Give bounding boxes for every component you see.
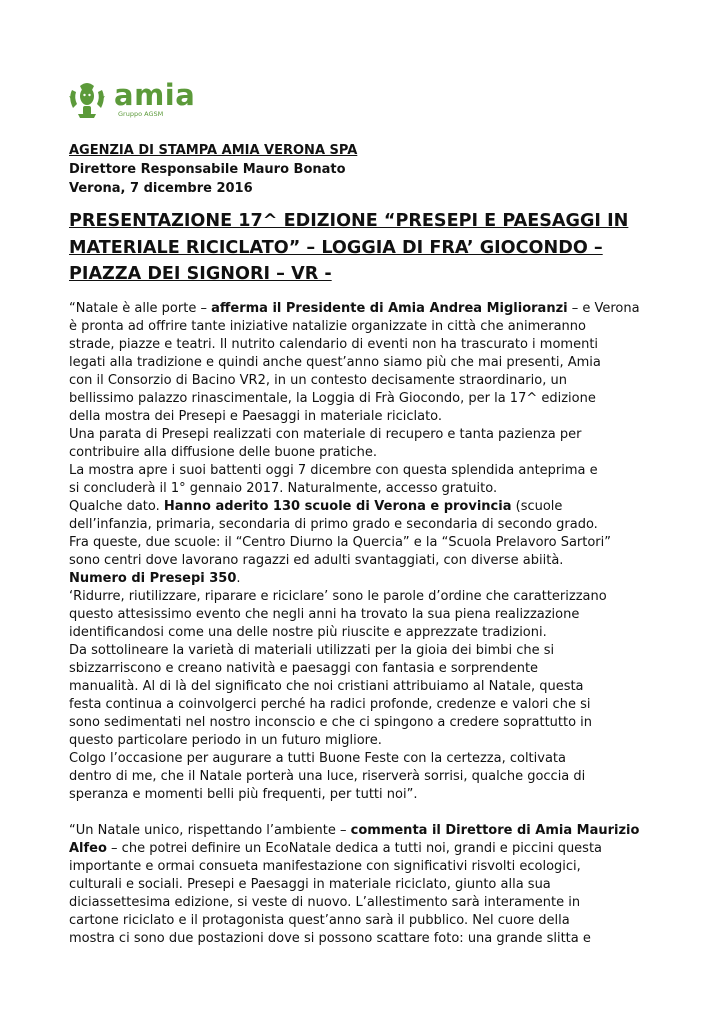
text-line: è pronta ad offrire tante iniziative natalizie organizzate in città che animeranno (69, 319, 586, 334)
brand-subtitle: Gruppo AGSM (118, 110, 164, 118)
text-line: dell’infanzia, primaria, secondaria di primo grado e secondaria di secondo grado. (69, 517, 598, 532)
text-line: questo attesissimo evento che negli anni ha trovato la sua piena realizzazione (69, 607, 580, 622)
text-line: con il Consorzio di Bacino VR2, in un contesto decisamente straordinario, un (69, 373, 567, 388)
bold-attribution: Alfeo (69, 841, 107, 856)
text-line: bellissimo palazzo rinascimentale, la Loggia di Frà Giocondo, per la 17^ edizione (69, 391, 596, 406)
text-line: Da sottolineare la varietà di materiali utilizzati per la gioia dei bimbi che si (69, 643, 555, 658)
bold-statistic: Numero di Presepi 350 (69, 571, 237, 586)
brand-name: amia (114, 78, 196, 112)
text-line: mostra ci sono due postazioni dove si possono scattare foto: una grande slitta e (69, 931, 591, 946)
text-line: questo particolare periodo in un futuro migliore. (69, 733, 382, 748)
page-title (69, 208, 669, 288)
paragraph-gap (69, 804, 669, 822)
text-line: cartone riciclato e il protagonista quest’anno sarà il pubblico. Nel cuore della (69, 913, 570, 928)
press-header (69, 141, 669, 198)
place-date: Verona, 7 dicembre 2016 (69, 181, 253, 196)
title-line: MATERIALE RICICLATO” – LOGGIA DI FRA’ GIOCONDO – (69, 237, 603, 258)
article-body (69, 300, 669, 948)
text-line: “Un Natale unico, rispettando l’ambiente – commenta il Direttore di Amia Maurizio (69, 823, 640, 838)
lion-crest-icon (66, 80, 108, 120)
text-line: diciassettesima edizione, si veste di nuovo. L’allestimento sarà interamente in (69, 895, 581, 910)
text-line: sono sedimentati nel nostro inconscio e che ci spingono a credere soprattutto in (69, 715, 593, 730)
bold-attribution: commenta il Direttore di Amia Maurizio (350, 823, 640, 838)
text-line: Numero di Presepi 350. (69, 571, 241, 586)
bold-statistic: Hanno aderito 130 scuole di Verona e provincia (163, 499, 512, 514)
text-line: Alfeo – che potrei definire un EcoNatale dedica a tutti noi, grandi e piccini questa (69, 841, 603, 856)
text-line: dentro di me, che il Natale porterà una luce, riserverà sorrisi, qualche goccia di (69, 769, 586, 784)
text-line: speranza e momenti belli più frequenti, per tutti noi”. (69, 787, 418, 802)
text-line: strade, piazze e teatri. Il nutrito calendario di eventi non ha trascurato i momenti (69, 337, 599, 352)
text-line: ‘Ridurre, riutilizzare, riparare e riciclare’ sono le parole d’ordine che caratterizzano (69, 589, 607, 604)
text-line: Fra queste, due scuole: il “Centro Diurno la Quercia” e la “Scuola Prelavoro Sartori” (69, 535, 611, 550)
text-line: Qualche dato. Hanno aderito 130 scuole di Verona e provincia (scuole (69, 499, 563, 514)
bold-attribution: afferma il Presidente di Amia Andrea Miglioranzi (211, 301, 568, 316)
text-line: culturali e sociali. Presepi e Paesaggi in materiale riciclato, giunto alla sua (69, 877, 551, 892)
text-line: Una parata di Presepi realizzati con materiale di recupero e tanta pazienza per (69, 427, 582, 442)
text-line: contribuire alla diffusione delle buone pratiche. (69, 445, 377, 460)
title-line: PIAZZA DEI SIGNORI – VR - (69, 264, 332, 284)
text-line: festa continua a coinvolgerci perché ha radici profonde, credenze e valori che si (69, 697, 591, 712)
text-line: “Natale è alle porte – afferma il Presidente di Amia Andrea Miglioranzi – e Verona (69, 301, 640, 316)
brand (114, 80, 195, 118)
text-line: della mostra dei Presepi e Paesaggi in materiale riciclato. (69, 409, 443, 424)
director-line: Direttore Responsabile Mauro Bonato (69, 162, 346, 177)
text-line: si concluderà il 1° gennaio 2017. Naturalmente, accesso gratuito. (69, 481, 498, 496)
text-line: Colgo l’occasione per augurare a tutti Buone Feste con la certezza, coltivata (69, 751, 566, 766)
text-line: La mostra apre i suoi battenti oggi 7 dicembre con questa splendida anteprima e (69, 463, 598, 478)
text-line: legati alla tradizione e quindi anche quest’anno siamo più che mai presenti, Amia (69, 355, 601, 370)
text-line: manualità. Al di là del significato che noi cristiani attribuiamo al Natale, questa (69, 679, 584, 694)
amia-logo (66, 80, 195, 122)
text-line: sono centri dove lavorano ragazzi ed adulti svantaggiati, con diverse abiità. (69, 553, 564, 568)
title-line: PRESENTAZIONE 17^ EDIZIONE “PRESEPI E PAESAGGI IN (69, 211, 629, 231)
agency-name: AGENZIA DI STAMPA AMIA VERONA SPA (69, 143, 358, 158)
text-line: sbizzarriscono e creano natività e paesaggi con fantasia e sorprendente (69, 661, 539, 676)
text-line: importante e ormai consueta manifestazione con significativi risvolti ecologici, (69, 859, 581, 874)
text-line: identificandosi come una delle nostre più riuscite e apprezzate tradizioni. (69, 625, 547, 640)
